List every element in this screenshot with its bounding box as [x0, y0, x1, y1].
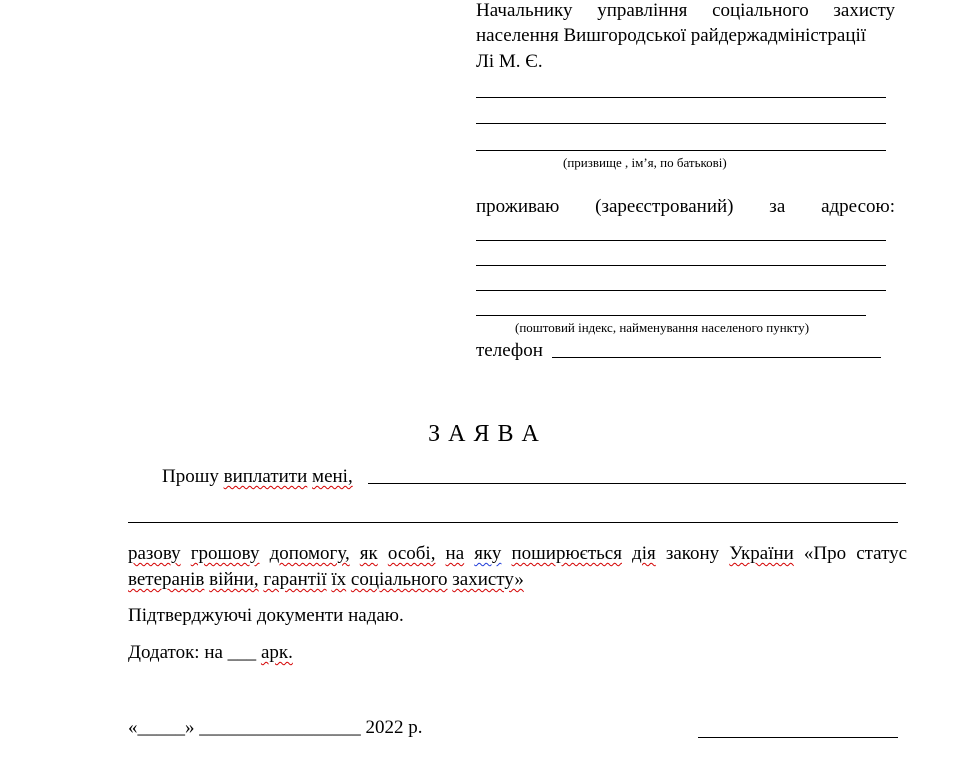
address-label: проживаю (зареєстрований) за адресою: — [476, 196, 895, 217]
address-caption: (поштовий індекс, найменування населеного пункту) — [515, 320, 810, 335]
addressee-line-3: Лі М. Є. — [476, 51, 543, 72]
addressee-line-2: населення Вишгородської райдержадміністрації — [476, 25, 867, 46]
date-year: 2022 р. — [365, 717, 423, 738]
request-blank-line[interactable] — [368, 483, 906, 484]
p1-word: дія — [632, 543, 656, 564]
name-blank-line-2[interactable] — [476, 123, 886, 124]
p1-word: яку — [474, 543, 502, 564]
date-day-blank[interactable]: _____ — [137, 717, 185, 738]
p1-word: України — [729, 543, 794, 564]
p1-word: на — [445, 543, 465, 564]
p1-word: «Про — [803, 543, 847, 564]
address-blank-line-2[interactable] — [476, 265, 886, 266]
request-text — [162, 466, 353, 488]
p2-word: захисту» — [452, 569, 524, 590]
p2-word: ветеранів — [128, 569, 205, 590]
request-blank-line-2[interactable] — [128, 522, 898, 523]
p1-word: разову — [128, 543, 181, 564]
p1-word: статус — [856, 543, 908, 564]
p1-word: допомогу, — [269, 543, 350, 564]
date-close-quote: » — [185, 717, 195, 738]
p2-word: соціального — [350, 569, 448, 590]
date-month-blank[interactable]: _________________ — [199, 717, 361, 738]
p1-word: поширюється — [511, 543, 622, 564]
date-open-quote: « — [128, 717, 138, 738]
name-caption: (призвище , ім’я, по батькові) — [563, 155, 727, 170]
p2-word: їх — [331, 569, 347, 590]
p1-word: особі, — [387, 543, 436, 564]
signature-line[interactable] — [698, 737, 898, 738]
p2-word: війни, — [209, 569, 259, 590]
p1-word: закону — [665, 543, 720, 564]
address-blank-line-4[interactable] — [476, 315, 866, 316]
phone-blank-line[interactable] — [552, 357, 881, 358]
paragraph-line-1 — [128, 543, 907, 565]
attachment-prefix: Додаток: на ___ — [128, 642, 257, 663]
p1-word: як — [359, 543, 378, 564]
date-field[interactable] — [128, 717, 423, 739]
request-word-1: Прошу — [162, 466, 219, 487]
addressee-line-1: Начальнику управління соціального захисту — [476, 0, 895, 21]
address-blank-line-1[interactable] — [476, 240, 886, 241]
paragraph-line-2 — [128, 569, 524, 591]
request-word-2: виплатити — [223, 466, 308, 487]
name-blank-line-1[interactable] — [476, 97, 886, 98]
name-blank-line-3[interactable] — [476, 150, 886, 151]
address-blank-line-3[interactable] — [476, 290, 886, 291]
attachment-unit: арк. — [260, 642, 293, 663]
attachment-text — [128, 642, 293, 664]
confirm-text: Підтверджуючі документи надаю. — [128, 605, 404, 626]
request-word-3: мені, — [312, 466, 353, 487]
document-title: З А Я В А — [428, 421, 540, 447]
p1-word: грошову — [190, 543, 260, 564]
p2-word: гарантії — [263, 569, 327, 590]
phone-label: телефон — [476, 340, 543, 361]
